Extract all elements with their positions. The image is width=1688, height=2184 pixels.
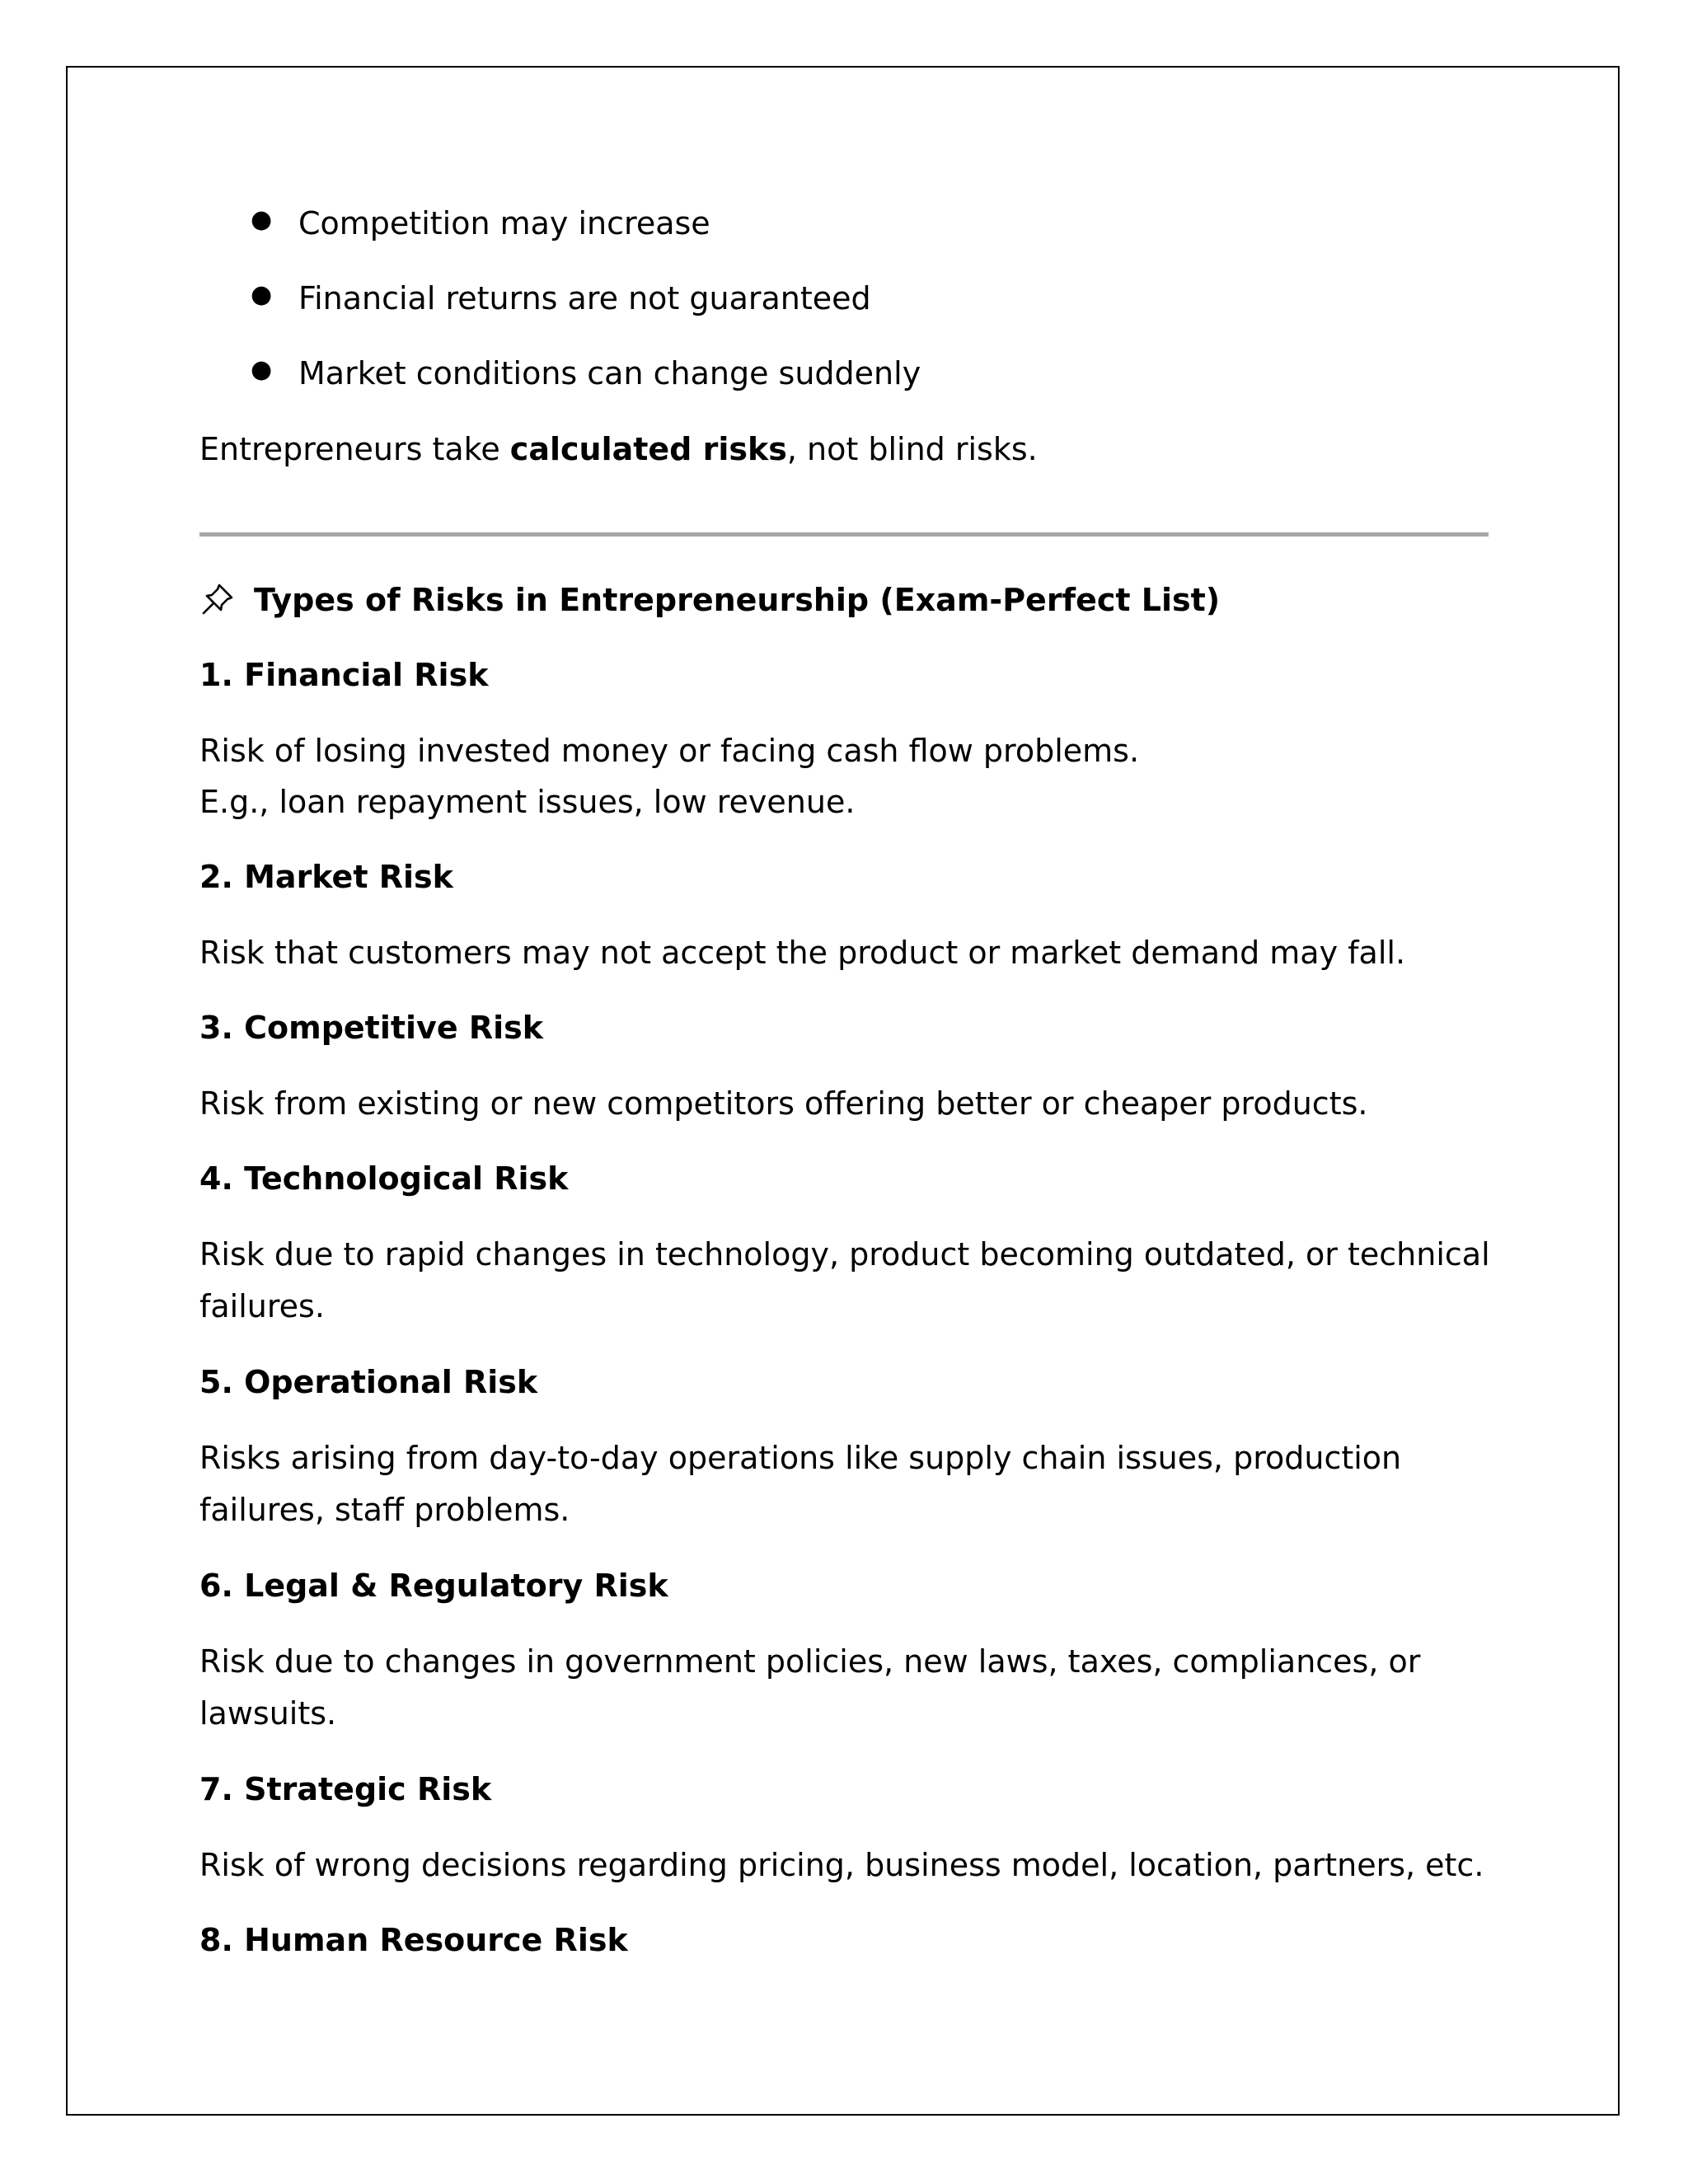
summary-paragraph <box>199 430 1038 468</box>
bullet-dot: ● <box>251 205 273 234</box>
risk-heading: 4. Technological Risk <box>199 1160 569 1197</box>
risk-heading: 5. Operational Risk <box>199 1364 538 1400</box>
bullet-dot: ● <box>251 355 273 384</box>
risk-description: failures. <box>199 1288 325 1324</box>
bullet-dot: ● <box>251 280 273 309</box>
risk-description: failures, staff problems. <box>199 1492 570 1528</box>
risk-heading: 2. Market Risk <box>199 859 453 895</box>
risk-heading: 8. Human Resource Risk <box>199 1922 628 1958</box>
bullet-text: Competition may increase <box>298 205 710 241</box>
risk-description: Risk from existing or new competitors offering better or cheaper products. <box>199 1085 1368 1122</box>
risk-heading: 1. Financial Risk <box>199 657 489 693</box>
risk-description: E.g., loan repayment issues, low revenue. <box>199 784 856 820</box>
summary-bold-text: calculated risks <box>509 431 787 467</box>
bullet-text: Financial returns are not guaranteed <box>298 280 871 316</box>
section-divider <box>199 532 1489 537</box>
risk-description: lawsuits. <box>199 1695 337 1732</box>
risk-heading: 6. Legal & Regulatory Risk <box>199 1568 668 1604</box>
section-title <box>199 581 1220 619</box>
risk-description: Risk of losing invested money or facing cash flow problems. <box>199 733 1140 769</box>
bullet-text: Market conditions can change suddenly <box>298 355 921 391</box>
summary-text: Entrepreneurs take <box>199 431 510 467</box>
risk-description: Risk due to changes in government policies, new laws, taxes, compliances, or <box>199 1643 1421 1680</box>
risk-heading: 7. Strategic Risk <box>199 1771 492 1807</box>
risk-description: Risks arising from day-to-day operations like supply chain issues, production <box>199 1440 1402 1476</box>
pushpin-icon <box>199 581 236 617</box>
risk-description: Risk of wrong decisions regarding pricing, business model, location, partners, etc. <box>199 1847 1484 1883</box>
risk-heading: 3. Competitive Risk <box>199 1010 543 1046</box>
risk-description: Risk that customers may not accept the product or market demand may fall. <box>199 935 1406 971</box>
section-title-text: Types of Risks in Entrepreneurship (Exam-Perfect List) <box>254 582 1221 618</box>
summary-text-end: , not blind risks. <box>786 431 1038 467</box>
risk-description: Risk due to rapid changes in technology, product becoming outdated, or technical <box>199 1236 1490 1272</box>
